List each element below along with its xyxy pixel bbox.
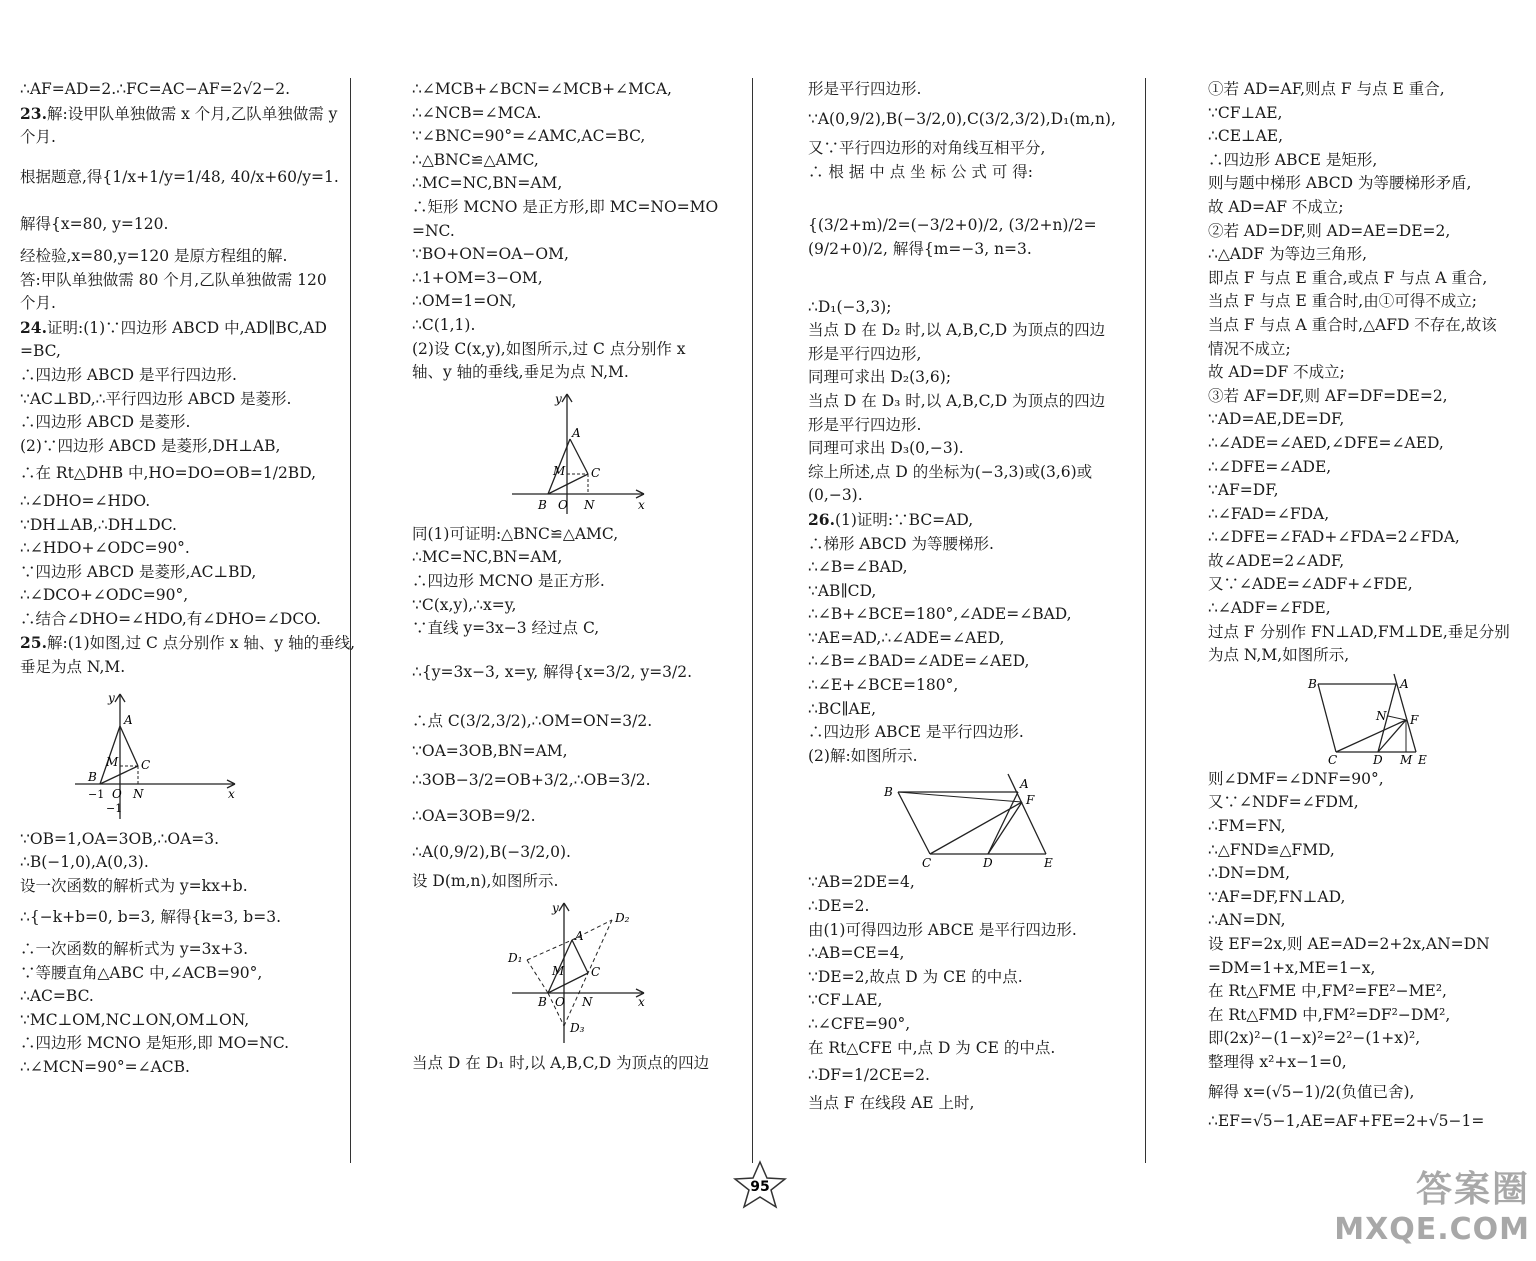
column-divider-2: [752, 78, 753, 1163]
text-line: =BC,: [20, 342, 61, 361]
point-label-b: B: [538, 497, 547, 512]
text-line: ∴∠DFE=∠ADE,: [1208, 457, 1332, 476]
text-line: ∴AN=DN,: [1208, 911, 1286, 930]
axis-label-y: y: [108, 690, 115, 705]
text-line: ∵等腰直角△ABC 中,∠ACB=90°,: [20, 963, 263, 982]
text-line: 当点 F 与点 E 重合时,由①可得不成立;: [1208, 292, 1477, 311]
watermark-logo-text: 答案圈: [1415, 1169, 1530, 1210]
origin-label: O: [558, 497, 568, 512]
text-line: ∴∠DCO+∠ODC=90°,: [20, 586, 189, 605]
text-line: (2)∵四边形 ABCD 是菱形,DH⊥AB,: [20, 436, 281, 455]
text-line: 在 Rt△CFE 中,点 D 为 CE 的中点.: [808, 1038, 1056, 1057]
text-line: (1)证明:∵BC=AD,: [834, 510, 974, 529]
question-number: 23.: [20, 103, 47, 123]
text-line: ∴四边形 ABCD 是菱形.: [20, 413, 191, 432]
text-line: 则∠DMF=∠DNF=90°,: [1208, 769, 1384, 788]
text-line: 设一次函数的解析式为 y=kx+b.: [20, 876, 248, 895]
text-line: ∴BC∥AE,: [808, 699, 876, 718]
text-line: ∴1+OM=3−OM,: [412, 268, 543, 287]
point-label-e: E: [1044, 856, 1053, 868]
figure-coordinate-3-svg: [412, 898, 652, 1048]
text-line: ∴C(1,1).: [412, 315, 476, 334]
text-line: ∴四边形 ABCE 是矩形,: [1208, 150, 1378, 169]
text-line: (2)设 C(x,y),如图所示,过 C 点分别作 x: [412, 339, 686, 358]
point-label-b: B: [1308, 676, 1317, 691]
text-line: =DM=1+x,ME=1−x,: [1208, 958, 1376, 977]
point-label-d: D: [1373, 752, 1383, 764]
text-line: ∵DE=2,故点 D 为 CE 的中点.: [808, 967, 1023, 986]
text-line: ∴∠E+∠BCE=180°,: [808, 676, 959, 695]
point-label-d3: D₃: [570, 1020, 585, 1035]
text-line: ∴∠FAD=∠FDA,: [1208, 504, 1330, 523]
point-label-n: N: [133, 786, 144, 801]
text-line: ∵∠BNC=90°=∠AMC,AC=BC,: [412, 127, 646, 146]
text-line: ∴MC=NC,BN=AM,: [412, 174, 563, 193]
text-line: ∴CE⊥AE,: [1208, 127, 1284, 146]
point-label-n: N: [582, 994, 593, 1009]
text-line: 个月.: [20, 128, 56, 147]
point-label-f: F: [1026, 793, 1035, 808]
star-icon: [730, 1160, 790, 1210]
figure-coordinate-2-svg: [412, 389, 652, 519]
text-line: (2)解:如图所示.: [808, 746, 918, 765]
text-line: 答:甲队单独做需 80 个月,乙队单独做需 120: [20, 270, 327, 289]
tick-label: −1: [106, 801, 123, 815]
text-line: ∴点 C(3/2,3/2),∴OM=ON=3/2.: [412, 712, 653, 731]
column-4: [1208, 78, 1530, 1134]
point-label-c: C: [141, 757, 151, 772]
text-line: 垂足为点 N,M.: [20, 658, 126, 677]
point-label-c: C: [922, 856, 932, 868]
equation-solution: 解得{x=80, y=120.: [20, 215, 169, 234]
figure-trapezoid-2: [1208, 672, 1530, 764]
text-line: 整理得 x²+x−1=0,: [1208, 1052, 1347, 1071]
text-line: 当点 D 在 D₃ 时,以 A,B,C,D 为顶点的四边: [808, 391, 1106, 410]
text-line: ∴∠B=∠BAD,: [808, 558, 908, 577]
text-line: ∴AB=CE=4,: [808, 944, 905, 963]
figure-trapezoid-2-svg: [1208, 672, 1508, 764]
point-label-a: A: [1400, 676, 1409, 691]
text-line: ①若 AD=AF,则点 F 与点 E 重合,: [1208, 80, 1445, 98]
text-line: ∴在 Rt△DHB 中,HO=DO=OB=1/2BD,: [20, 464, 316, 483]
point-label-d2: D₂: [615, 910, 630, 925]
text-line: 故 AD=AF 不成立;: [1208, 197, 1344, 216]
text-line: ∵AC⊥BD,∴平行四边形 ABCD 是菱形.: [20, 389, 292, 408]
text-line: ∴D₁(−3,3);: [808, 297, 892, 316]
text-line: ∴DE=2.: [808, 897, 870, 916]
text-line: ∴梯形 ABCD 为等腰梯形.: [808, 534, 994, 553]
question-23: [20, 102, 345, 127]
text-line: 故∠ADE=2∠ADF,: [1208, 551, 1345, 570]
text-line: ∵OB=1,OA=3OB,∴OA=3.: [20, 829, 220, 848]
text-line: 即(2x)²−(1−x)²=2²−(1+x)²,: [1208, 1029, 1421, 1048]
text-line: ∴四边形 MCNO 是正方形.: [412, 571, 605, 590]
text-line: ∵C(x,y),∴x=y,: [412, 595, 517, 614]
text-line: 由(1)可得四边形 ABCE 是平行四边形.: [808, 920, 1077, 939]
question-26: [808, 508, 1148, 533]
text-line: ∴OM=1=ON,: [412, 292, 517, 311]
text-line: ∵BO+ON=OA−OM,: [412, 245, 569, 264]
point-label-d: D: [983, 856, 993, 868]
text-line: 当点 D 在 D₂ 时,以 A,B,C,D 为顶点的四边: [808, 321, 1106, 340]
figure-trapezoid-1: [808, 772, 1148, 867]
text-line: ∵直线 y=3x−3 经过点 C,: [412, 619, 600, 638]
text-line: ∴四边形 ABCE 是平行四边形.: [808, 723, 1024, 742]
text-line: ∵A(0,9/2),B(−3/2,0),C(3/2,3/2),D₁(m,n),: [808, 109, 1116, 128]
text-line: ∵AB∥CD,: [808, 581, 877, 600]
point-label-m: M: [552, 963, 565, 978]
text-line: ∴FM=FN,: [1208, 817, 1286, 836]
text-line: ∵AB=2DE=4,: [808, 873, 915, 892]
origin-label: O: [555, 994, 565, 1009]
point-label-c: C: [591, 465, 601, 480]
text-line: ∵四边形 ABCD 是菱形,AC⊥BD,: [20, 562, 257, 581]
text-line: 又∵∠ADE=∠ADF+∠FDE,: [1208, 575, 1413, 594]
point-label-e: E: [1418, 752, 1427, 764]
point-label-b: B: [538, 994, 547, 1009]
point-label-c: C: [591, 964, 601, 979]
text-line: ∵AF=DF,: [1208, 481, 1279, 500]
text-line: ∴3OB−3/2=OB+3/2,∴OB=3/2.: [412, 771, 651, 790]
text-line: 当点 F 在线段 AE 上时,: [808, 1093, 975, 1112]
question-25: [20, 631, 355, 656]
text-line: 在 Rt△FME 中,FM²=FE²−ME²,: [1208, 982, 1447, 1001]
figure-coordinate-3: [412, 898, 737, 1048]
text-line: 综上所述,点 D 的坐标为(−3,3)或(3,6)或: [808, 462, 1093, 481]
text-line: ∴OA=3OB=9/2.: [412, 807, 536, 826]
point-label-a: A: [1020, 777, 1029, 792]
equation-system: 根据题意,得{1/x+1/y=1/48, 40/x+60/y=1.: [20, 167, 339, 186]
text-line: ∴∠DHO=∠HDO.: [20, 491, 151, 510]
point-label-m: M: [106, 754, 119, 769]
text-line: ②若 AD=DF,则 AD=AE=DE=2,: [1208, 221, 1451, 240]
column-3: [808, 78, 1148, 1115]
text-line: ∴A(0,9/2),B(−3/2,0).: [412, 842, 571, 861]
point-label-m: M: [553, 463, 566, 478]
question-number: 24.: [20, 317, 47, 337]
column-2: [412, 78, 737, 1075]
text-line: 证明:(1)∵四边形 ABCD 中,AD∥BC,AD: [46, 318, 327, 337]
point-label-b: B: [88, 769, 97, 784]
watermark: [1292, 1168, 1530, 1258]
text-line: 为点 N,M,如图所示,: [1208, 646, 1350, 665]
point-label-d1: D₁: [508, 950, 523, 965]
text-line: ∴DN=DM,: [1208, 864, 1291, 883]
point-label-n: N: [584, 497, 595, 512]
text-line: ∴∠CFE=90°,: [808, 1015, 911, 1033]
text-line: ∴EF=√5−1,AE=AF+FE=2+√5−1=: [1208, 1112, 1485, 1131]
text-line: 故 AD=DF 不成立;: [1208, 363, 1345, 382]
text-line: ∴△ADF 为等边三角形,: [1208, 245, 1368, 264]
axis-label-x: x: [228, 786, 235, 801]
watermark-url: MXQE.COM: [1334, 1212, 1530, 1247]
point-label-a: A: [572, 425, 581, 440]
text-line: 设 EF=2x,则 AE=AD=2+2x,AN=DN: [1208, 935, 1490, 953]
question-number: 26.: [808, 509, 835, 529]
text-line: ∴∠DFE=∠FAD+∠FDA=2∠FDA,: [1208, 528, 1460, 547]
text-line: 解:(1)如图,过 C 点分别作 x 轴、y 轴的垂线,: [46, 634, 355, 653]
text-line: ∴△BNC≌△AMC,: [412, 150, 539, 169]
text-line: ∴AF=AD=2.∴FC=AC−AF=2√2−2.: [20, 80, 291, 98]
text-line: ∴四边形 ABCD 是平行四边形.: [20, 365, 237, 384]
text-line: ∴四边形 MCNO 是矩形,即 MO=NC.: [20, 1034, 290, 1053]
text-line: (0,−3).: [808, 486, 863, 505]
figure-coordinate-1-svg: [20, 684, 260, 824]
text-line: ∴∠HDO+∠ODC=90°.: [20, 539, 190, 558]
point-label-c: C: [1328, 752, 1338, 764]
text-line: ③若 AF=DF,则 AF=DF=DE=2,: [1208, 386, 1448, 405]
text-line: ∴∠ADE=∠AED,∠DFE=∠AED,: [1208, 433, 1444, 452]
text-line: 同理可求出 D₂(3,6);: [808, 368, 952, 387]
text-line: 过点 F 分别作 FN⊥AD,FM⊥DE,垂足分别: [1208, 622, 1510, 641]
text-line: ∴∠ADF=∠FDE,: [1208, 599, 1331, 618]
text-line: 经检验,x=80,y=120 是原方程组的解.: [20, 246, 288, 265]
text-line: ∴结合∠DHO=∠HDO,有∠DHO=∠DCO.: [20, 609, 321, 628]
text-line: 形是平行四边形,: [808, 344, 922, 363]
page-number-badge: [730, 1160, 790, 1210]
text-line: 轴、y 轴的垂线,垂足为点 N,M.: [412, 363, 629, 382]
text-line: 即点 F 与点 E 重合,或点 F 与点 A 重合,: [1208, 268, 1488, 287]
equation-system: ∴{−k+b=0, b=3, 解得{k=3, b=3.: [20, 908, 281, 927]
figure-coordinate-2: [412, 389, 737, 519]
text-line: 同(1)可证明:△BNC≌△AMC,: [412, 524, 619, 543]
text-line: 情况不成立;: [1208, 339, 1291, 358]
tick-label: −1: [88, 787, 105, 801]
question-24: [20, 316, 345, 341]
equation-system: {(3/2+m)/2=(−3/2+0)/2, (3/2+n)/2=(9/2+0)/2, 解得{m=−3, n=3.: [808, 216, 1097, 258]
text-line: ∴∠B=∠BAD=∠ADE=∠AED,: [808, 652, 1030, 671]
text-line: 形是平行四边形.: [808, 80, 922, 98]
text-line: 设 D(m,n),如图所示.: [412, 872, 559, 891]
text-line: ∴∠B+∠BCE=180°,∠ADE=∠BAD,: [808, 605, 1072, 624]
text-line: ∴矩形 MCNO 是正方形,即 MC=NO=MO: [412, 197, 719, 216]
text-line: 个月.: [20, 294, 56, 313]
text-line: ∵AD=AE,DE=DF,: [1208, 410, 1345, 429]
point-label-a: A: [575, 928, 584, 943]
text-line: 同理可求出 D₃(0,−3).: [808, 439, 964, 458]
text-line: ∴∠MCN=90°=∠ACB.: [20, 1058, 190, 1076]
text-line: ∵DH⊥AB,∴DH⊥DC.: [20, 515, 177, 534]
text-line: 又∵平行四边形的对角线互相平分,: [808, 139, 1046, 158]
text-line: ∴B(−1,0),A(0,3).: [20, 853, 149, 872]
text-line: =NC.: [412, 221, 455, 240]
text-line: 又∵∠NDF=∠FDM,: [1208, 793, 1359, 812]
text-line: ∵OA=3OB,BN=AM,: [412, 741, 568, 760]
point-label-a: A: [124, 712, 133, 727]
text-line: ∴AC=BC.: [20, 987, 94, 1006]
text-line: ∴△FND≌△FMD,: [1208, 840, 1335, 859]
text-line: 当点 D 在 D₁ 时,以 A,B,C,D 为顶点的四边: [412, 1053, 710, 1072]
point-label-m: M: [1400, 752, 1413, 764]
text-line: 则与题中梯形 ABCD 为等腰梯形矛盾,: [1208, 174, 1472, 193]
text-line: ∴MC=NC,BN=AM,: [412, 548, 563, 567]
text-line: 解得 x=(√5−1)/2(负值已舍),: [1208, 1082, 1415, 1101]
text-line: 当点 F 与点 A 重合时,△AFD 不存在,故该: [1208, 315, 1497, 334]
text-line: ∵AF=DF,FN⊥AD,: [1208, 887, 1346, 906]
text-line: ∴DF=1/2CE=2.: [808, 1066, 930, 1085]
equation-system: ∴{y=3x−3, x=y, 解得{x=3/2, y=3/2.: [412, 662, 693, 681]
figure-trapezoid-1-svg: [808, 772, 1108, 867]
text-line: 解:设甲队单独做需 x 个月,乙队单独做需 y: [46, 104, 338, 123]
point-label-b: B: [884, 785, 893, 800]
figure-coordinate-1: [20, 684, 345, 824]
column-1: [20, 78, 355, 1080]
text-line: 形是平行四边形.: [808, 415, 922, 434]
axis-label-y: y: [552, 900, 559, 915]
point-label-f: F: [1410, 712, 1419, 727]
axis-label-x: x: [638, 994, 645, 1009]
text-line: ∵AE=AD,∴∠ADE=∠AED,: [808, 628, 1005, 647]
axis-label-y: y: [555, 391, 562, 406]
text-line: ∵CF⊥AE,: [808, 991, 883, 1010]
text-line: ∴∠MCB+∠BCN=∠MCB+∠MCA,: [412, 80, 672, 98]
text-line: ∵CF⊥AE,: [1208, 103, 1283, 122]
text-line: ∴∠NCB=∠MCA.: [412, 103, 542, 122]
text-line: ∴ 根 据 中 点 坐 标 公 式 可 得:: [808, 162, 1033, 181]
page-number: 95: [750, 1179, 770, 1195]
text-line: ∴一次函数的解析式为 y=3x+3.: [20, 940, 249, 959]
axis-label-x: x: [638, 497, 645, 512]
point-label-n: N: [1376, 708, 1387, 723]
column-divider-1: [350, 78, 351, 1163]
text-line: ∵MC⊥OM,NC⊥ON,OM⊥ON,: [20, 1010, 250, 1029]
question-number: 25.: [20, 633, 47, 653]
text-line: 在 Rt△FMD 中,FM²=DF²−DM²,: [1208, 1005, 1451, 1024]
origin-label: O: [112, 786, 122, 801]
